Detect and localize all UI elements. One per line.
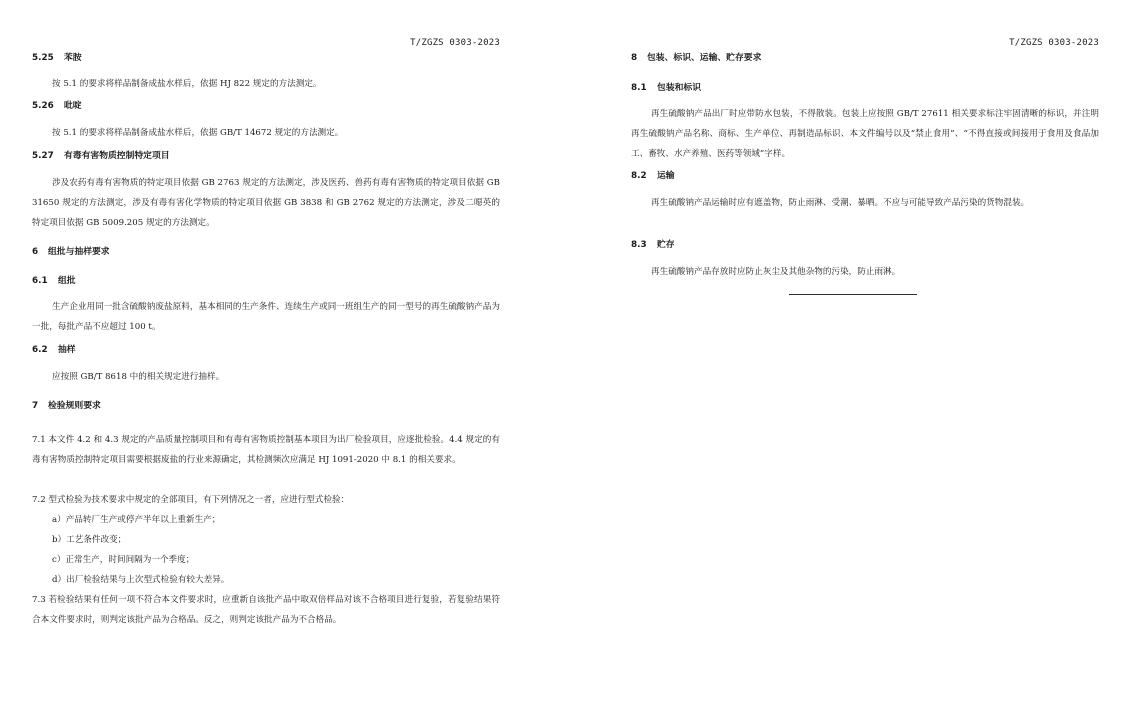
section-title: 抽样 (58, 345, 76, 355)
list-item: a）产品转厂生产或停产半年以上重新生产； (52, 515, 221, 525)
section-number: 8 (631, 53, 638, 63)
section-title: 包装和标识 (657, 83, 701, 93)
section-5-25-text: 按 5.1 的要求将样品制备成盐水样后，依据 HJ 822 规定的方法测定。 (52, 79, 322, 89)
right-page (631, 0, 1099, 710)
section-7-3-text: 7.3 若检验结果有任何一项不符合本文件要求时，应重新自该批产品中取双倍样品对该不合格项目进行复验，若复验结果符合本文件要求时，则判定该批产品为合格品。反之，则判定该批产品为不合格品。 (32, 595, 500, 625)
section-title: 组批与抽样要求 (48, 247, 110, 257)
section-5-26-text: 按 5.1 的要求将样品制备成盐水样后，依据 GB/T 14672 规定的方法测定。 (52, 128, 344, 138)
section-title: 组批 (58, 276, 76, 286)
section-6-heading (32, 243, 500, 261)
section-title: 检验规则要求 (48, 401, 101, 411)
section-title: 有毒有害物质控制特定项目 (64, 151, 170, 161)
list-item: c）正常生产，时间间隔为一个季度； (52, 555, 195, 565)
section-title: 吡啶 (64, 101, 82, 111)
section-number: 6 (32, 247, 39, 257)
section-8-1-text: 再生硫酸钠产品出厂时应带防水包装，不得散装。包装上应按照 GB/T 27611 相关要求标注牢固清晰的标识，并注明再生硫酸钠产品名称、商标、生产单位、再制造品标识、本文件编号以及“禁止食用”、“不得直接或间接用于食用及食品加工、畜牧、水产养殖、医药等领域”字样。 (631, 109, 1099, 159)
section-number: 7 (32, 401, 39, 411)
section-6-1-heading (32, 272, 500, 290)
list-item: b）工艺条件改变； (52, 535, 127, 545)
section-title: 贮存 (657, 240, 675, 250)
section-title: 运输 (657, 171, 675, 181)
section-8-2-text: 再生硫酸钠产品运输时应有遮盖物，防止雨淋、受潮、暴晒。不应与可能导致产品污染的货物混装。 (651, 198, 1030, 208)
section-number: 5.25 (32, 53, 54, 63)
list-item: d）出厂检验结果与上次型式检验有较大差异。 (52, 575, 230, 585)
section-8-3-text: 再生硫酸钠产品存放时应防止灰尘及其他杂物的污染，防止雨淋。 (651, 267, 901, 277)
document-code: T/ZGZS 0303-2023 (410, 38, 500, 48)
section-6-2-text: 应按照 GB/T 8618 中的相关规定进行抽样。 (52, 372, 225, 382)
section-8-1-heading (631, 79, 1099, 97)
section-number: 6.2 (32, 345, 48, 355)
section-7-2-text: 7.2 型式检验为技术要求中规定的全部项目，有下列情况之一者，应进行型式检验： (32, 495, 350, 505)
section-number: 8.1 (631, 83, 647, 93)
section-5-27-heading (32, 147, 500, 165)
section-6-2-heading (32, 341, 500, 359)
section-7-1-text: 7.1 本文件 4.2 和 4.3 规定的产品质量控制项目和有毒有害物质控制基本项目为出厂检验项目，应逐批检验。4.4 规定的有毒有害物质控制特定项目需要根据废盐的行业来源确定，其检测频次应满足 HJ 1091-2020 中 8.1 的相关要求。 (32, 435, 500, 465)
left-page (32, 0, 500, 710)
section-number: 5.27 (32, 151, 54, 161)
section-number: 6.1 (32, 276, 48, 286)
section-5-27-text: 涉及农药有毒有害物质的特定项目依据 GB 2763 规定的方法测定，涉及医药、兽药有毒有害物质的特定项目依据 GB 31650 规定的方法测定，涉及有毒有害化学物质的特定项目依据 GB 3838 和 GB 2762 规定的方法测定，涉及二噁英的特定项目依据 GB 5009.205 规定的方法测定。 (32, 178, 500, 228)
section-7-heading (32, 397, 500, 415)
section-8-3-heading (631, 236, 1099, 254)
section-5-26-heading (32, 97, 500, 115)
section-8-heading (631, 49, 1099, 67)
section-8-2-heading (631, 167, 1099, 185)
section-number: 8.2 (631, 171, 647, 181)
section-number: 8.3 (631, 240, 647, 250)
document-code: T/ZGZS 0303-2023 (1009, 38, 1099, 48)
section-5-25-heading (32, 49, 500, 67)
section-title: 包装、标识、运输、贮存要求 (647, 53, 762, 63)
end-of-document-rule (789, 294, 917, 295)
section-number: 5.26 (32, 101, 54, 111)
section-6-1-text: 生产企业用同一批含硫酸钠废盐原料，基本相同的生产条件、连续生产或同一班组生产的同一型号的再生硫酸钠产品为一批，每批产品不应超过 100 t。 (32, 302, 500, 332)
section-title: 苯胺 (64, 53, 82, 63)
